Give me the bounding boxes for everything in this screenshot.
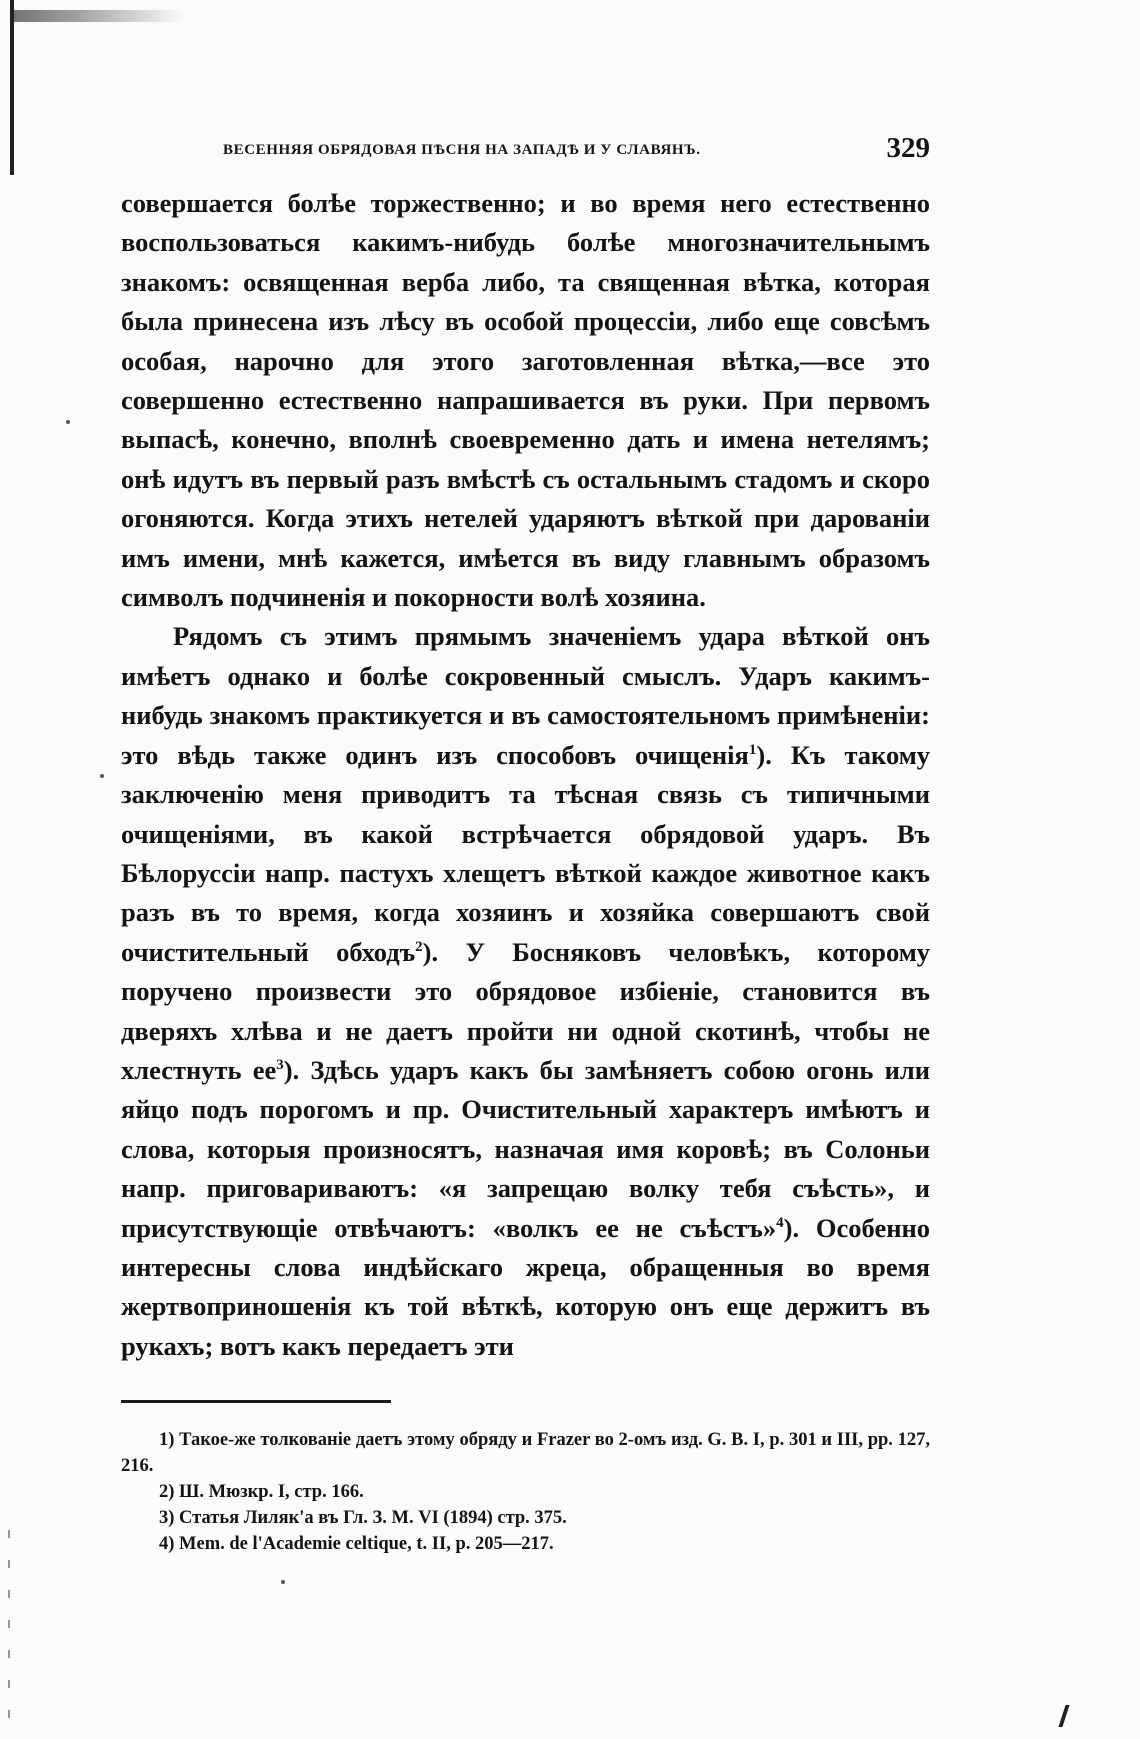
paragraph-text: ). Особенно интересны слова индѣйскаго жреца, обращенныя во время жертвоприношенія къ той вѣткѣ, которую онъ еще держитъ въ рукахъ; вотъ какъ передаетъ эти <box>121 1212 930 1361</box>
footnote-ref: 3 <box>276 1057 284 1074</box>
paragraph-text: Рядомъ съ этимъ прямымъ значеніемъ удара вѣткой онъ имѣетъ однако и болѣе сокровенный смыслъ. Ударъ какимъ-нибудь знакомъ практикуется и въ самостоятельномъ примѣненіи: это вѣдь также одинъ изъ способовъ очищенія <box>121 621 930 770</box>
running-header <box>121 132 930 172</box>
paragraph <box>121 617 930 1366</box>
scan-speck <box>281 1580 285 1584</box>
footnote-1 <box>121 1427 930 1479</box>
running-title: ВЕСЕННЯЯ ОБРЯДОВАЯ ПѢСНЯ НА ЗАПАДѢ И У СЛАВЯНЪ. <box>223 142 701 158</box>
scan-speck <box>100 774 104 778</box>
footnote-2 <box>121 1479 930 1505</box>
footnote-3 <box>121 1505 930 1531</box>
scan-smudge <box>14 10 184 22</box>
footnote-text: 1) Такое-же толкованіе даетъ этому обряду и Frazer во 2-омъ изд. G. B. I, p. 301 и III, pp. 127, 216. <box>121 1430 930 1477</box>
scan-edge-mark <box>10 0 14 175</box>
page-number: 329 <box>886 132 930 164</box>
scan-speck <box>66 420 70 424</box>
book-page <box>121 132 930 1557</box>
footnote-ref: 1 <box>748 741 757 758</box>
footnotes <box>121 1427 930 1557</box>
paragraph-text: ). Здѣсь ударъ какъ бы замѣняетъ собою огонь или яйцо подъ порогомъ и пр. Очистительный характеръ имѣютъ и слова, которыя произносятъ, назначая имя коровѣ; въ Солоньи напр. приговариваютъ: «я запрещаю волку тебя съѣсть», и присутствующіе отвѣчаютъ: «волкъ ее не съѣстъ» <box>121 1054 930 1243</box>
footnote-text: 3) Статья Лиляк'а въ Гл. З. М. VI (1894) стр. 375. <box>159 1508 567 1529</box>
paragraph-continued: совершается болѣе торжественно; и во время него естественно воспользоваться какимъ-нибудь болѣе многозначительнымъ знакомъ: освященная верба либо, та священная вѣтка, которая была принесена изъ лѣсу въ особой процессіи, либо еще совсѣмъ особая, нарочно для этого заготовленная вѣтка,—все это совершенно естественно напрашивается въ руки. При первомъ выпасѣ, конечно, вполнѣ своевременно дать и имена нетелямъ; онѣ идутъ въ первый разъ вмѣстѣ съ остальнымъ стадомъ и скоро огоняются. Когда этихъ нетелей ударяютъ вѣткой при дарованіи имъ имени, мнѣ кажется, имѣется въ виду главнымъ образомъ символъ подчиненія и покорности волѣ хозяина. <box>121 188 930 613</box>
scan-margin-mark <box>8 1530 10 1730</box>
scan-corner-mark <box>1058 1705 1069 1727</box>
paragraph-text: ). Къ такому заключенію меня приводитъ та тѣсная связь съ типичными очищеніями, въ какой встрѣчается обрядовой ударъ. Въ Бѣлоруссіи напр. пастухъ хлещетъ вѣткой каждое животное какъ разъ въ то время, когда хозяинъ и хозяйка совершаютъ свой очистительный обходъ <box>121 739 931 967</box>
paragraph-text: ). У Босняковъ человѣкъ, которому поручено произвести это обрядовое избіеніе, становится въ дверяхъ хлѣва и не даетъ пройти ни одной скотинѣ, чтобы не хлестнуть ее <box>121 936 930 1085</box>
footnote-text: 4) Mem. de l'Academie celtique, t. II, p. 205—217. <box>159 1534 554 1555</box>
footnote-divider <box>121 1400 391 1403</box>
footnote-4 <box>121 1531 930 1557</box>
footnote-text: 2) Ш. Мюзкр. I, стр. 166. <box>159 1482 364 1503</box>
footnote-ref: 2 <box>415 938 423 955</box>
footnote-ref: 4 <box>776 1214 784 1231</box>
